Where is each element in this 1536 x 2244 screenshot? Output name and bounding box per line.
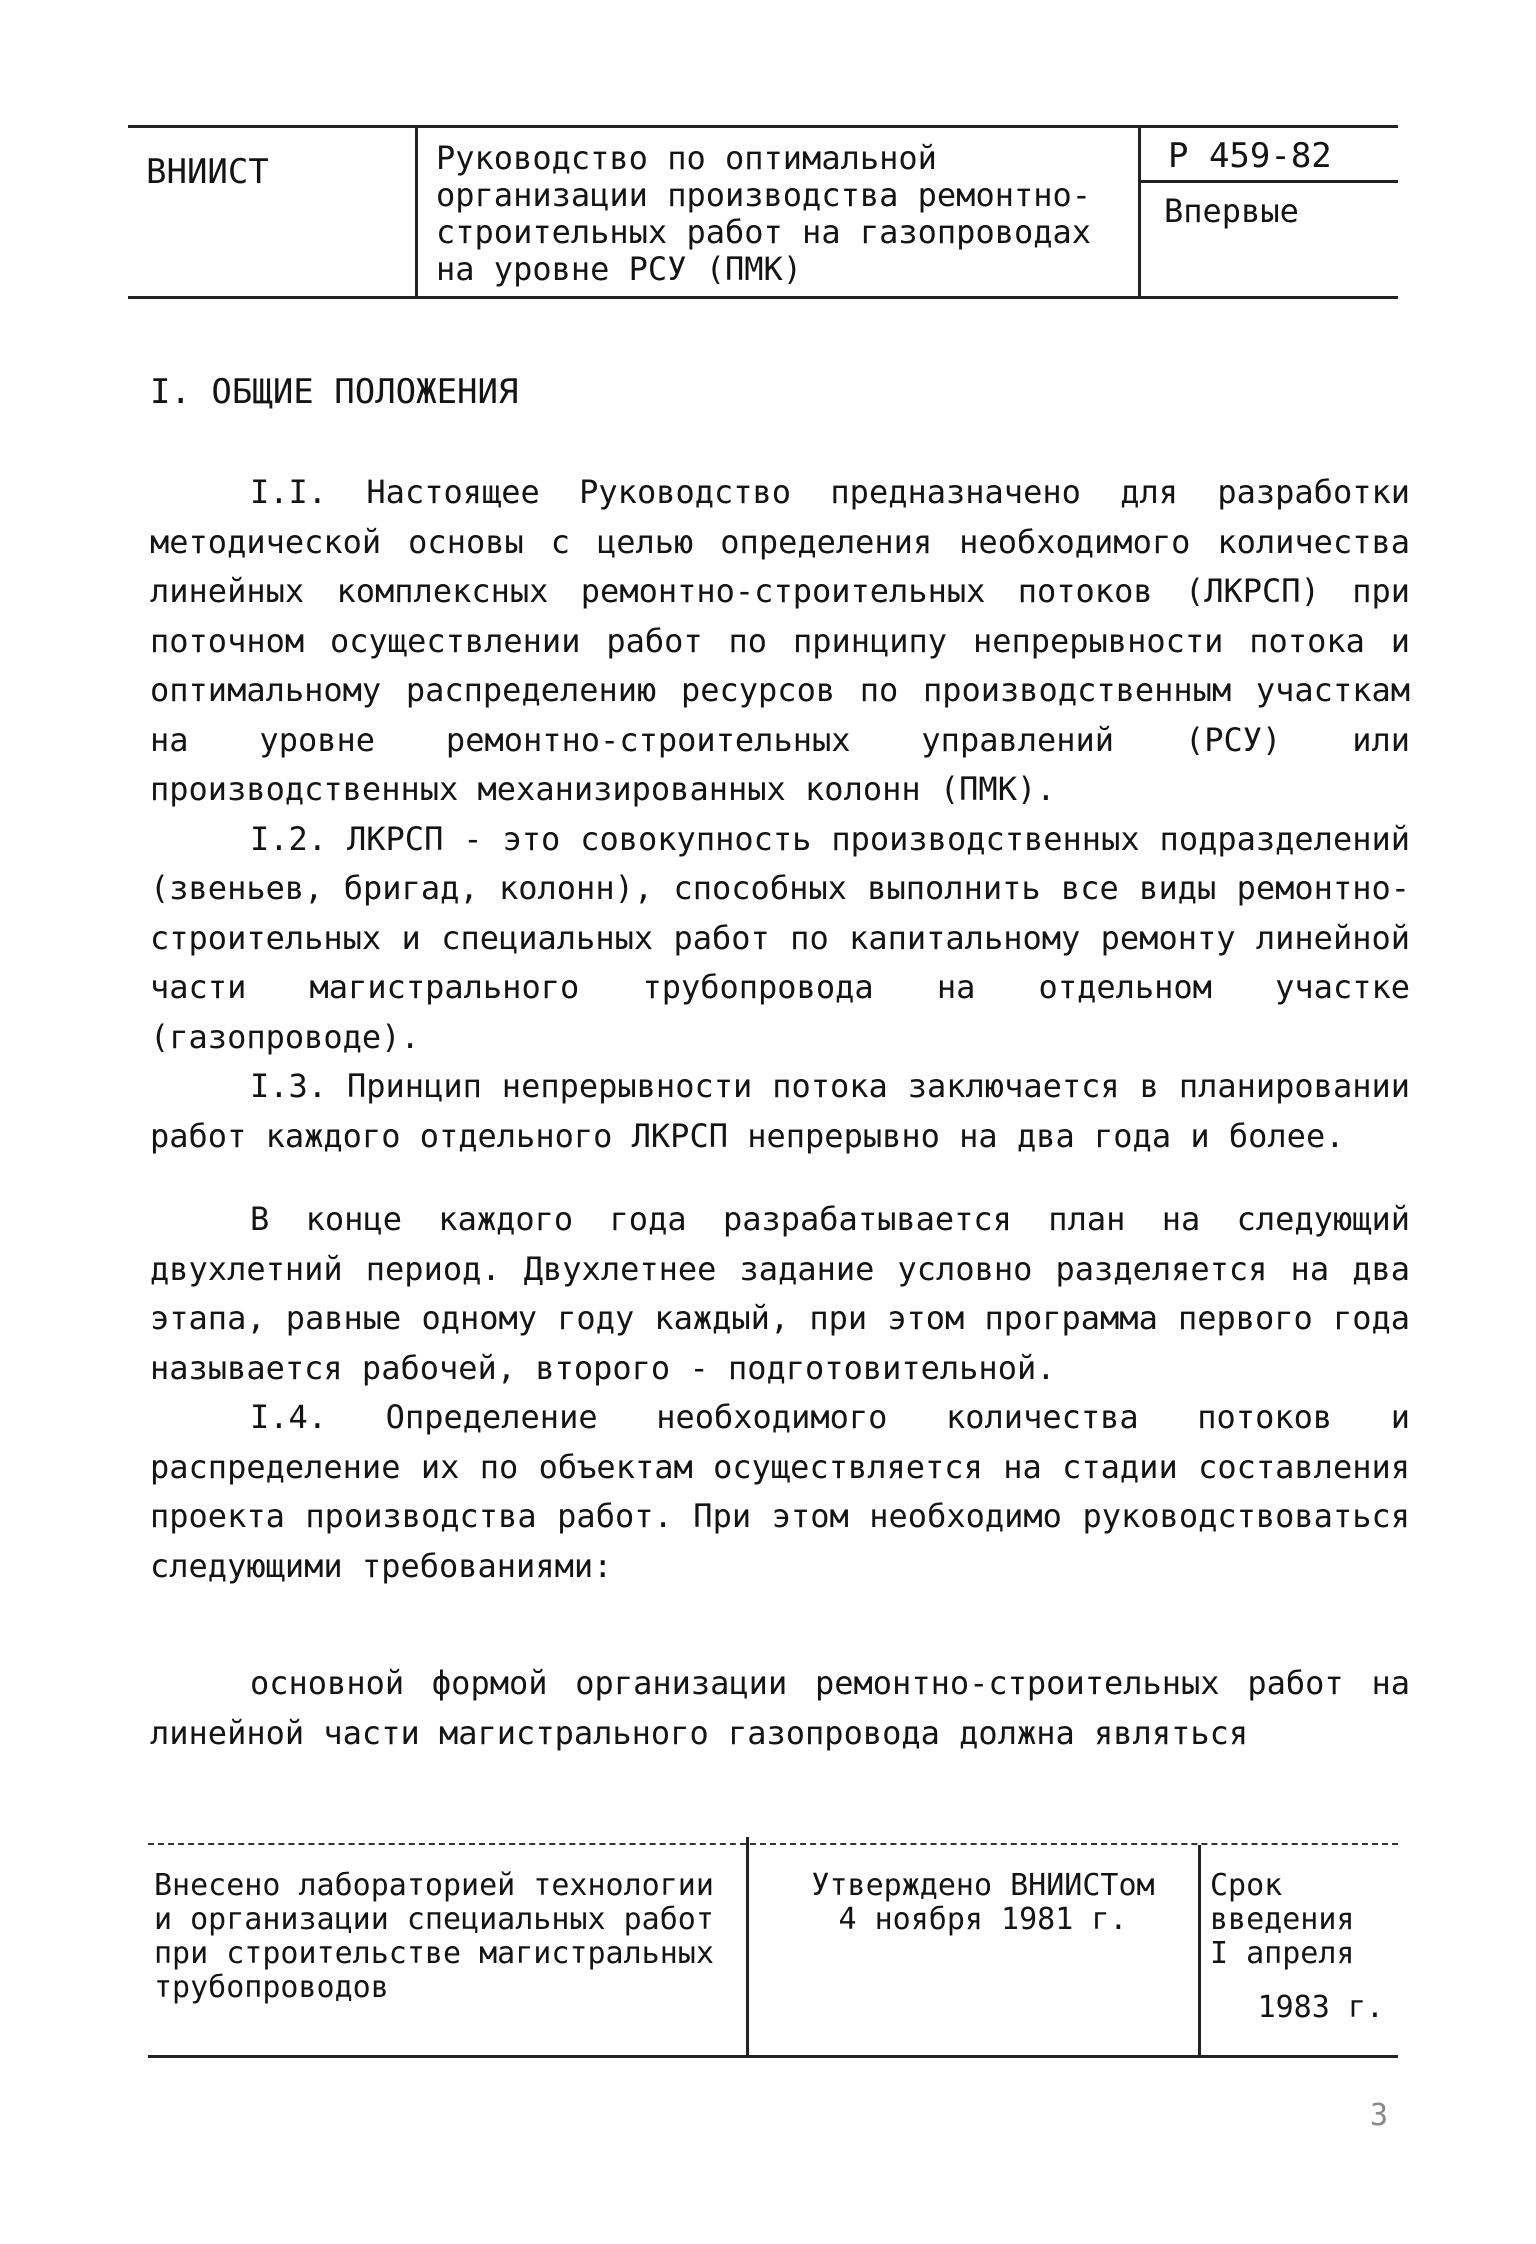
effective-year: 1983 г. [1257, 1990, 1384, 2025]
effective-label: Срок введения [1210, 1868, 1355, 1937]
page-number: 3 [1370, 2098, 1389, 2133]
section-title: I. ОБЩИЕ ПОЛОЖЕНИЯ [150, 372, 519, 412]
paragraph-1-1: I.I. Настоящее Руководство предназначено для разработки методической основы с целью определения необходимого количества линейных комплексных ремонтно-строительных потоков (ЛКРСП) при поточном осуществлении работ по принципу непрерывности потока и оптимальному распределению ресурсов по производственным участкам на уровне ремонтно-строительных управлений (РСУ) или производственных механизированных колонн (ПМК). [150, 473, 1410, 808]
header-divider [415, 128, 418, 296]
header-table [128, 125, 1398, 299]
body-text [150, 468, 1410, 1758]
paragraph-1-4: I.4. Определение необходимого количества потоков и распределение их по объектам осуществляется на стадии составления проекта производства работ. При этом необходимо руководствоваться следующими требованиями: [150, 1398, 1410, 1585]
document-title: Руководство по оптимальной организации производства ремонтно-строительных работ на газопроводах на уровне РСУ (ПМК) [436, 139, 1092, 288]
paragraph-1-3: I.3. Принцип непрерывности потока заключается в планировании работ каждого отдельного ЛКРСП непрерывно на два года и более. [150, 1067, 1410, 1155]
header-divider [1138, 128, 1141, 296]
effective-date: I апреля [1210, 1936, 1355, 1971]
document-status: Впервые [1164, 192, 1299, 230]
paragraph-requirement: основной формой организации ремонтно-строительных работ на линейной части магистрального газопровода должна являться [150, 1664, 1410, 1752]
organization-name: ВНИИСТ [146, 152, 269, 192]
approval-info [768, 1869, 1198, 1937]
paragraph-plan: В конце каждого года разрабатывается план на следующий двухлетний период. Двухлетнее задание условно разделяется на два этапа, равные одному году каждый, при этом программа первого года называется рабочей, второго - подготовительной. [150, 1200, 1410, 1387]
footer-divider [746, 1837, 749, 2055]
footer-table [148, 1843, 1398, 2058]
introduced-by: Внесено лабораторией технологии и организации специальных работ при строительстве магистральных трубопроводов [154, 1868, 714, 2005]
approved-by: Утверждено ВНИИСТом [811, 1868, 1155, 1903]
document-code: Р 459-82 [1168, 136, 1332, 176]
footer-divider [1198, 1845, 1201, 2055]
header-divider [1138, 180, 1398, 183]
effective-date-cell [1210, 1869, 1400, 2025]
approval-date: 4 ноября 1981 г. [838, 1902, 1128, 1937]
paragraph-1-2: I.2. ЛКРСП - это совокупность производственных подразделений (звеньев, бригад, колонн), способных выполнить все виды ремонтно-строительных и специальных работ по капитальному ремонту линейной части магистрального трубопровода на отдельном участке (газопроводе). [150, 819, 1410, 1056]
